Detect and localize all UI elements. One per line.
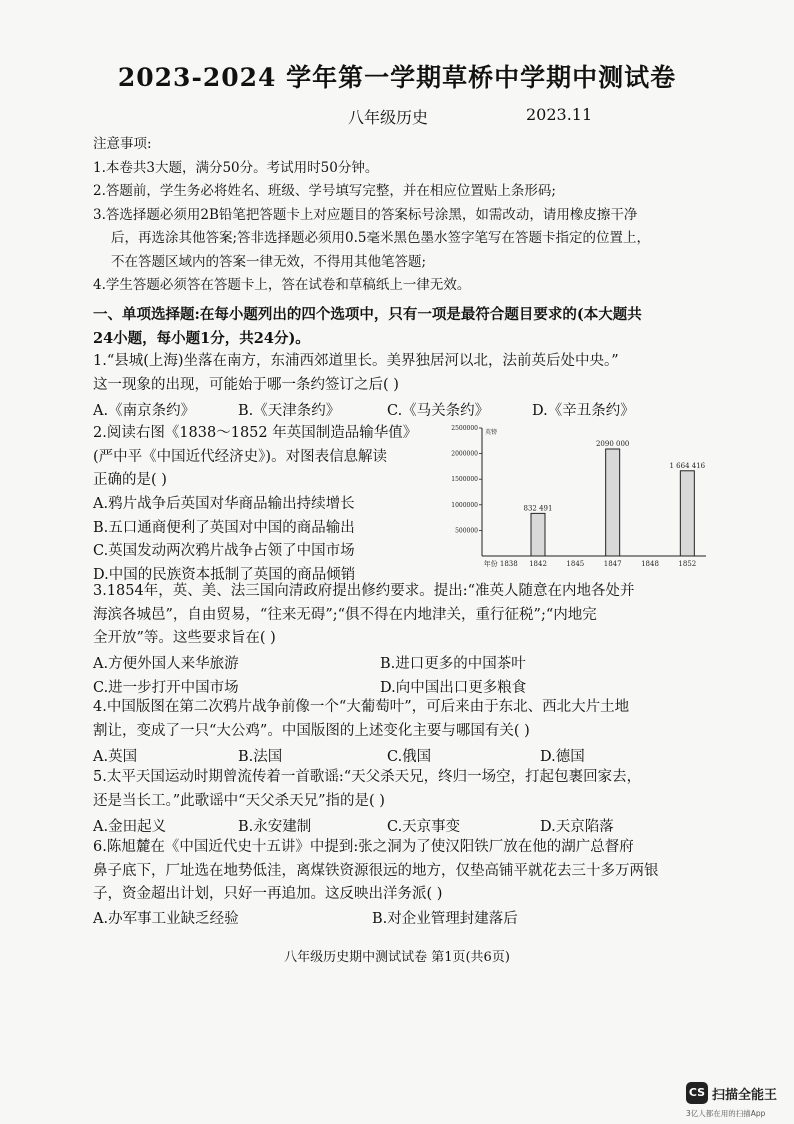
chart-y-tick-label: 2000000	[451, 450, 478, 458]
q3-stem-line: 海滨各城邑”，自由贸易，“往来无碍”;“俱不得在内地津关，重行征税”;“内地完	[93, 606, 597, 623]
page-footer: 八年级历史期中测试试卷 第1页(共6页)	[284, 950, 510, 965]
notes-heading: 注意事项:	[93, 136, 152, 152]
chart-bar	[606, 449, 620, 556]
q5-stem-line: 还是当长工。”此歌谣中“天父杀天兄”指的是( )	[93, 792, 385, 809]
notes-item: 1.本卷共3大题，满分50分。考试用时50分钟。	[93, 159, 379, 176]
q6-option-a: A.办军事工业缺乏经验	[93, 911, 239, 927]
chart-y-tick-label: 500000	[455, 527, 478, 535]
q2-stem-line: 2.阅读右图《1838～1852 年英国制造品输华值》	[93, 425, 418, 441]
q2-stem-line: 正确的是( )	[93, 472, 167, 489]
q4-option-b: B.法国	[238, 749, 283, 765]
q1-stem	[93, 350, 619, 397]
q1-option-c: C.《马关条约》	[387, 403, 490, 419]
chart-y-label: 英镑	[485, 429, 498, 436]
q6-stem-line: 6.陈旭麓在《中国近代史十五讲》中提到:张之洞为了使汉阳铁厂放在他的湖广总督府	[93, 839, 634, 855]
q1-stem-line: 这一现象的出现，可能始于哪一条约签订之后( )	[93, 376, 399, 393]
q3-stem-line: 3.1854年，英、美、法三国向清政府提出修约要求。提出:“准英人随意在内地各处并	[93, 583, 635, 599]
q3-stem	[93, 580, 635, 651]
chart-x-tick-label: 1842	[529, 560, 547, 568]
notes-item: 2.答题前，学生务必将姓名、班级、学号填写完整，并在相应位置贴上条形码;	[93, 183, 556, 199]
q2-option-d: D.中国的民族资本抵制了英国的商品倾销	[93, 566, 356, 583]
q2-option-a: A.鸦片战争后英国对华商品输出持续增长	[93, 496, 355, 512]
q2-stem-line: (严中平《中国近代经济史》)。对图表信息解读	[93, 448, 388, 465]
notes-item: 3.答选择题必须用2B铅笔把答题卡上对应题目的答案标号涂黑，如需改动，请用橡皮擦干净	[93, 206, 638, 223]
q2-stem	[93, 422, 417, 493]
q2-options	[93, 493, 355, 587]
q1-option-d: D.《辛丑条约》	[532, 403, 635, 419]
notes-block	[93, 133, 703, 298]
chart-x-tick-label: 1848	[641, 560, 659, 568]
chart-data-label: 1 664 416	[669, 461, 706, 470]
q5-stem-line: 5.太平天国运动时期曾流传着一首歌谣:“天父杀天兄，终归一场空，打起包裹回家去，	[93, 769, 642, 785]
section-heading-line: 一、单项选择题:在每小题列出的四个选项中，只有一项是最符合题目要求的(本大题共	[93, 306, 642, 323]
chart-x-tick-label: 1852	[678, 560, 697, 568]
q6-stem-line: 子，资金超出计划，只好一再追加。这反映出洋务派( )	[93, 886, 443, 903]
chart-x-tick-label: 1845	[566, 560, 585, 568]
q5-option-b: B.永安建制	[238, 819, 312, 835]
q4-option-a: A.英国	[93, 749, 138, 765]
q2-option-b: B.五口通商便利了英国对中国的商品输出	[93, 519, 355, 536]
q4-stem-line: 4.中国版图在第二次鸦片战争前像一个“大葡萄叶”，可后来由于东北、西北大片土地	[93, 699, 630, 715]
q4-option-d: D.德国	[540, 749, 585, 765]
q1-option-a: A.《南京条约》	[93, 403, 196, 419]
q4-option-c: C.俄国	[387, 749, 432, 765]
chart-x-tick-label: 1847	[603, 560, 622, 568]
q4-stem-line: 割让，变成了一只“大公鸡”。中国版图的上述变化主要与哪国有关( )	[93, 722, 530, 739]
q3-option-a: A.方便外国人来华旅游	[93, 656, 239, 672]
q3-stem-line: 全开放”等。这些要求旨在( )	[93, 630, 276, 647]
notes-item: 4.学生答题必须答在答题卡上，答在试卷和草稿纸上一律无效。	[93, 277, 471, 293]
q5-option-a: A.金田起义	[93, 819, 167, 835]
q3-option-b: B.进口更多的中国茶叶	[380, 656, 526, 672]
q5-stem	[93, 766, 641, 813]
chart-data-label: 832 491	[523, 504, 553, 513]
watermark-name: 扫描全能王	[712, 1088, 778, 1103]
scanner-watermark	[686, 1082, 794, 1120]
chart-bar	[680, 471, 694, 556]
section-heading	[93, 303, 708, 351]
q6-stem-line: 鼻子底下，厂址选在地势低洼，离煤铁资源很远的地方，仅垫高铺平就花去三十多万两银	[93, 862, 659, 879]
export-value-chart	[440, 422, 712, 572]
exam-date: 2023.11	[526, 105, 593, 124]
q6-option-b: B.对企业管理封建落后	[372, 911, 518, 927]
chart-bar	[531, 513, 545, 556]
q3-option-d: D.向中国出口更多粮食	[380, 680, 527, 696]
q6-stem	[93, 836, 659, 907]
q4-stem	[93, 696, 629, 743]
q1-option-b: B.《天津条约》	[238, 403, 341, 419]
chart-y-tick-label: 2500000	[451, 425, 478, 432]
q1-stem-line: 1.“县城(上海)坐落在南方，东浦西郊道里长。美界独居河以北，法前英后处中央。”	[93, 353, 619, 369]
section-heading-line: 24小题，每小题1分，共24分)。	[93, 330, 310, 347]
chart-y-tick-label: 1000000	[451, 501, 478, 509]
notes-item: 后，再选涂其他答案;答非选择题必须用0.5毫米黑色墨水签字笔写在答题卡指定的位置上，	[111, 230, 651, 246]
notes-item: 不在答题区域内的答案一律无效，不得用其他笔答题;	[111, 253, 427, 270]
exam-title: 2023-2024 学年第一学期草桥中学期中测试卷	[117, 63, 677, 92]
q3-option-c: C.进一步打开中国市场	[93, 680, 239, 696]
chart-x-tick-label: 年份 1838	[483, 560, 518, 568]
chart-y-tick-label: 1500000	[451, 476, 478, 484]
q2-option-c: C.英国发动两次鸦片战争占领了中国市场	[93, 543, 355, 560]
q5-option-d: D.天京陷落	[540, 819, 614, 835]
watermark-slogan: 3亿人都在用的扫描App	[686, 1109, 766, 1118]
exam-subject: 八年级历史	[348, 108, 429, 127]
cs-scanner-icon: CS	[686, 1082, 708, 1104]
chart-data-label: 2090 000	[595, 439, 630, 448]
q5-option-c: C.天京事变	[387, 819, 461, 835]
